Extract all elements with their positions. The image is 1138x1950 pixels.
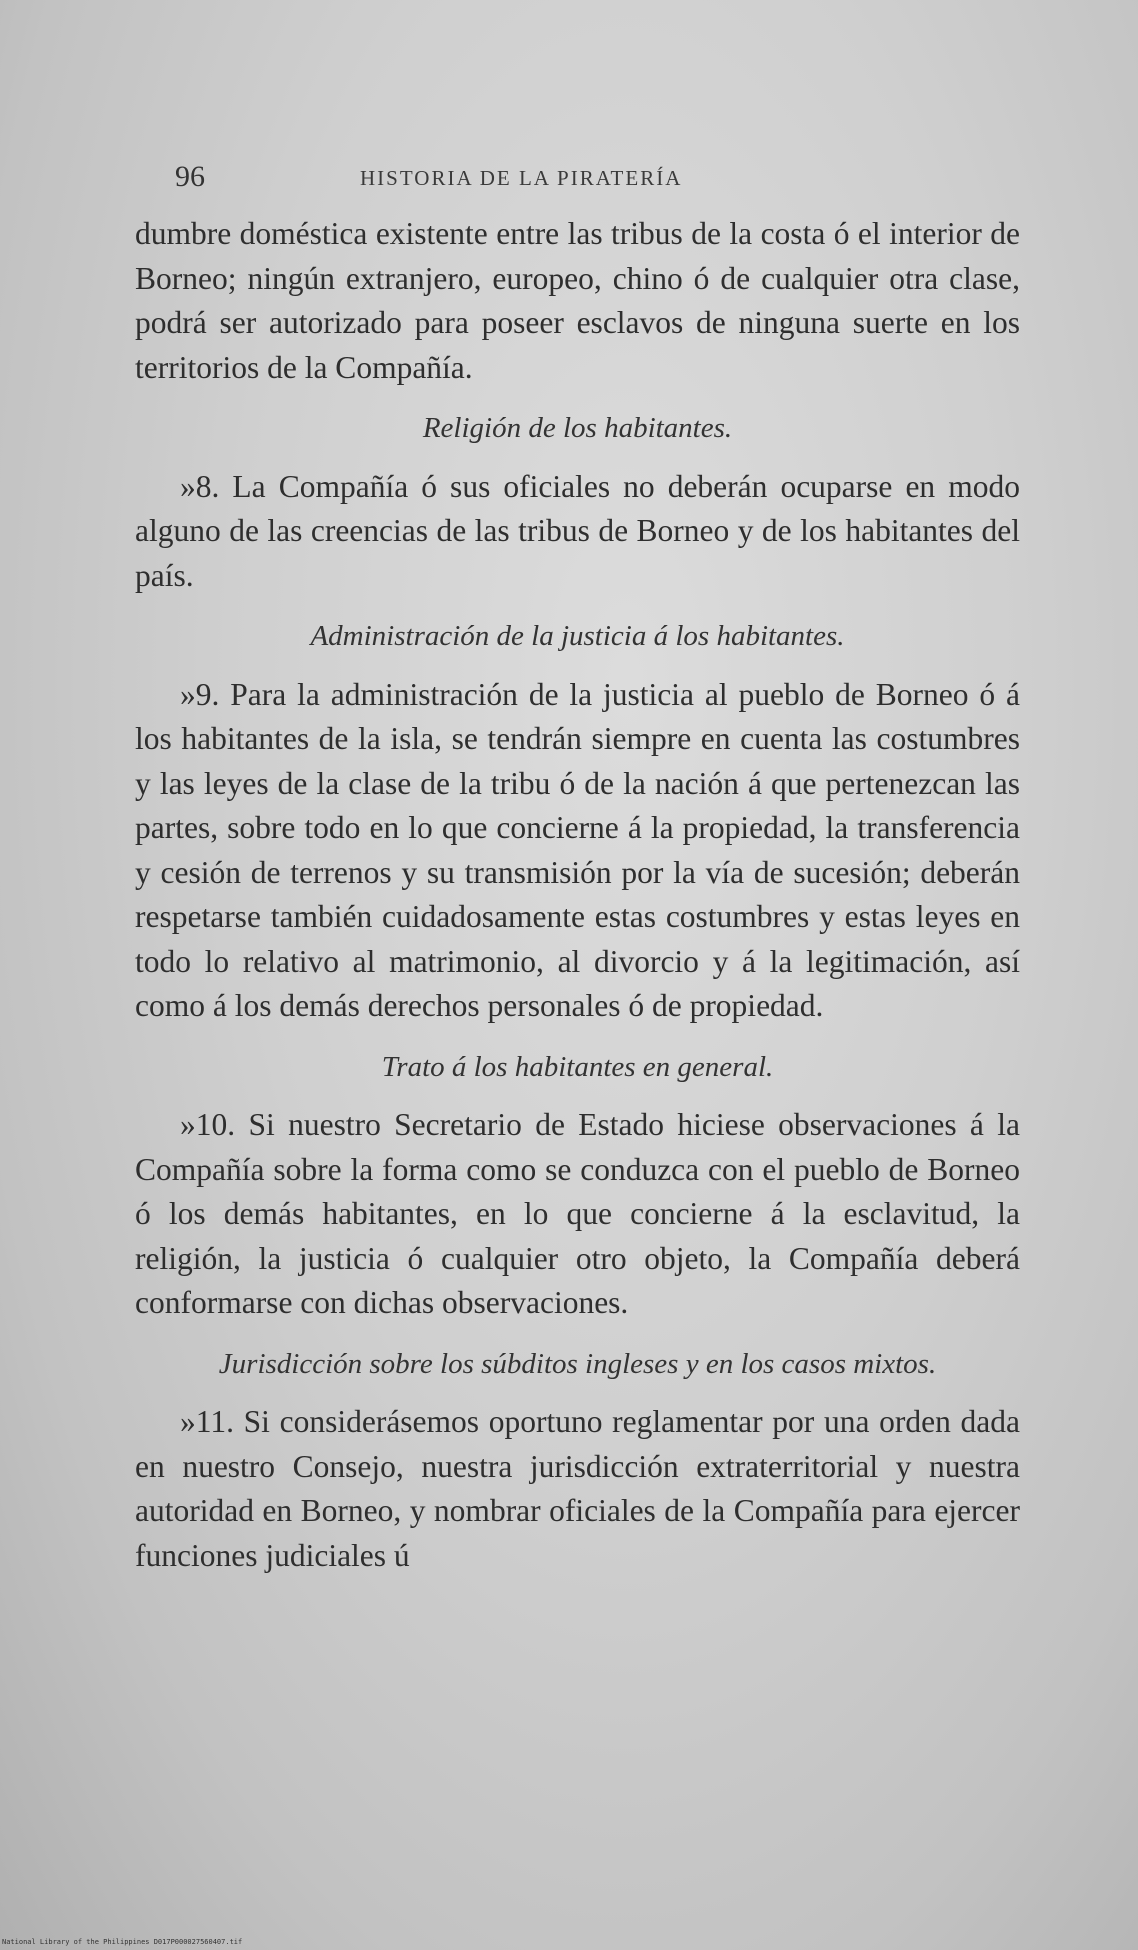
paragraph-continuation: dumbre doméstica existente entre las tribus de la costa ó el interior de Borneo; ningún extranjero, europeo, chino ó de cualquier otra clase, podrá ser autorizado para poseer esclavos de ninguna suerte en los territorios de la Compañía.	[135, 216, 1020, 385]
section-heading-jurisdiccion: Jurisdicción sobre los súbditos ingleses y en los casos mixtos.	[218, 1347, 937, 1380]
running-title: HISTORIA DE LA PIRATERÍA	[360, 166, 683, 190]
paragraph-article-10: »10. Si nuestro Secretario de Estado hiciese observaciones á la Compañía sobre la forma como se conduzca con el pueblo de Borneo ó los demás habitantes, en lo que concierne á la esclavitud, la religión, la justicia ó cualquier otro objeto, la Compañía deberá conformarse con dichas observaciones.	[135, 1107, 1020, 1320]
body-text	[135, 212, 1020, 1578]
page-number: 96	[175, 160, 205, 193]
paragraph-article-11: »11. Si considerásemos oportuno reglamentar por una orden dada en nuestro Consejo, nuestra jurisdicción extraterritorial y nuestra autoridad en Borneo, y nombrar oficiales de la Compañía para ejercer funciones judiciales ú	[135, 1404, 1020, 1573]
scan-stamp: National Library of the Philippines D017P000027560407.tif	[2, 1938, 243, 1946]
section-heading-religion: Religión de los habitantes.	[422, 412, 733, 444]
paragraph-article-8: »8. La Compañía ó sus oficiales no deberán ocuparse en modo alguno de las creencias de las tribus de Borneo y de los habitantes del país.	[135, 468, 1020, 593]
section-heading-justicia: Administración de la justicia á los habitantes.	[310, 620, 845, 652]
running-head	[135, 160, 1015, 200]
section-heading-trato: Trato á los habitantes en general.	[381, 1050, 774, 1083]
paragraph-article-9: »9. Para la administración de la justicia al pueblo de Borneo ó á los habitantes de la isla, se tendrán siempre en cuenta las costumbres y las leyes de la clase de la tribu ó de la nación á que pertenezcan las partes, sobre todo en lo que concierne á la propiedad, la transferencia y cesión de terrenos y su transmisión por la vía de sucesión; deberán respetarse también cuidadosamente estas costumbres y estas leyes en todo lo relativo al matrimonio, al divorcio y á la legitimación, así como á los demás derechos personales ó de propiedad.	[135, 676, 1020, 1023]
